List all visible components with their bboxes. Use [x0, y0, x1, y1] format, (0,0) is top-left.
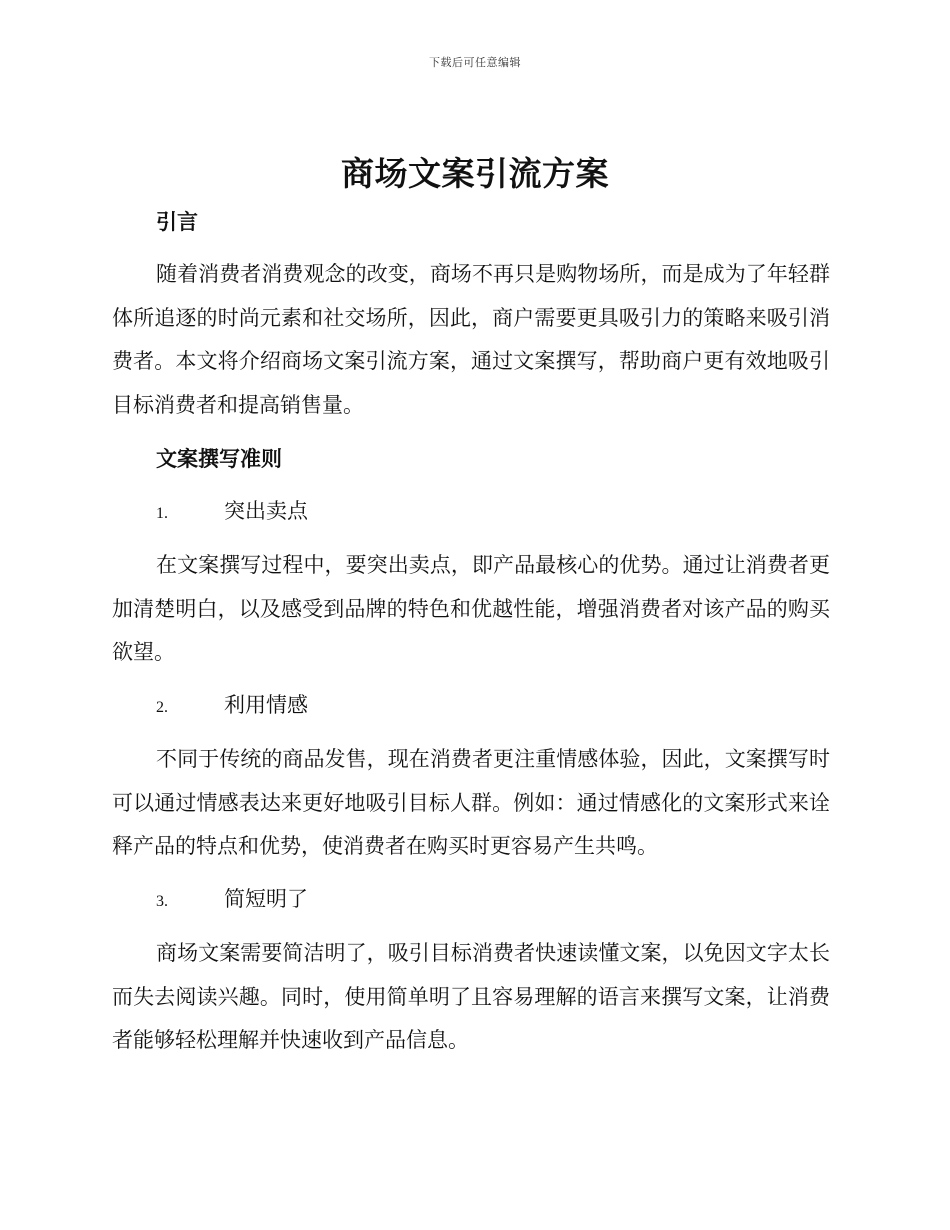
guideline-item-3-paragraph: 商场文案需要简洁明了，吸引目标消费者快速读懂文案，以免因文字太长而失去阅读兴趣。同时，使用简单明了且容易理解的语言来撰写文案，让消费者能够轻松理解并快速收到产品信息。 — [112, 941, 830, 1052]
guideline-item-3-number: 3. — [156, 893, 168, 910]
guideline-item-1-number: 1. — [156, 505, 168, 522]
guideline-item-2-heading — [156, 690, 308, 720]
guidelines-heading: 文案撰写准则 — [156, 447, 282, 471]
guideline-item-2-title: 利用情感 — [224, 693, 308, 717]
intro-paragraph: 随着消费者消费观念的改变，商场不再只是购物场所，而是成为了年轻群体所追逐的时尚元素和社交场所，因此，商户需要更具吸引力的策略来吸引消费者。本文将介绍商场文案引流方案，通过文案撰写，帮助商户更有效地吸引目标消费者和提高销售量。 — [112, 262, 830, 417]
guideline-item-2-paragraph: 不同于传统的商品发售，现在消费者更注重情感体验，因此，文案撰写时可以通过情感表达来更好地吸引目标人群。例如：通过情感化的文案形式来诠释产品的特点和优势，使消费者在购买时更容易产生共鸣。 — [112, 747, 830, 858]
intro-heading: 引言 — [156, 210, 198, 234]
guideline-item-1-paragraph: 在文案撰写过程中，要突出卖点，即产品最核心的优势。通过让消费者更加清楚明白，以及感受到品牌的特色和优越性能，增强消费者对该产品的购买欲望。 — [112, 553, 830, 664]
document-title: 商场文案引流方案 — [341, 154, 609, 193]
guideline-item-2-number: 2. — [156, 699, 168, 716]
guideline-item-3-title: 简短明了 — [224, 887, 308, 911]
guideline-item-1-title: 突出卖点 — [224, 499, 308, 523]
header-note: 下载后可任意编辑 — [429, 56, 521, 69]
guideline-item-1-heading — [156, 496, 308, 526]
guideline-item-3-heading — [156, 884, 308, 914]
